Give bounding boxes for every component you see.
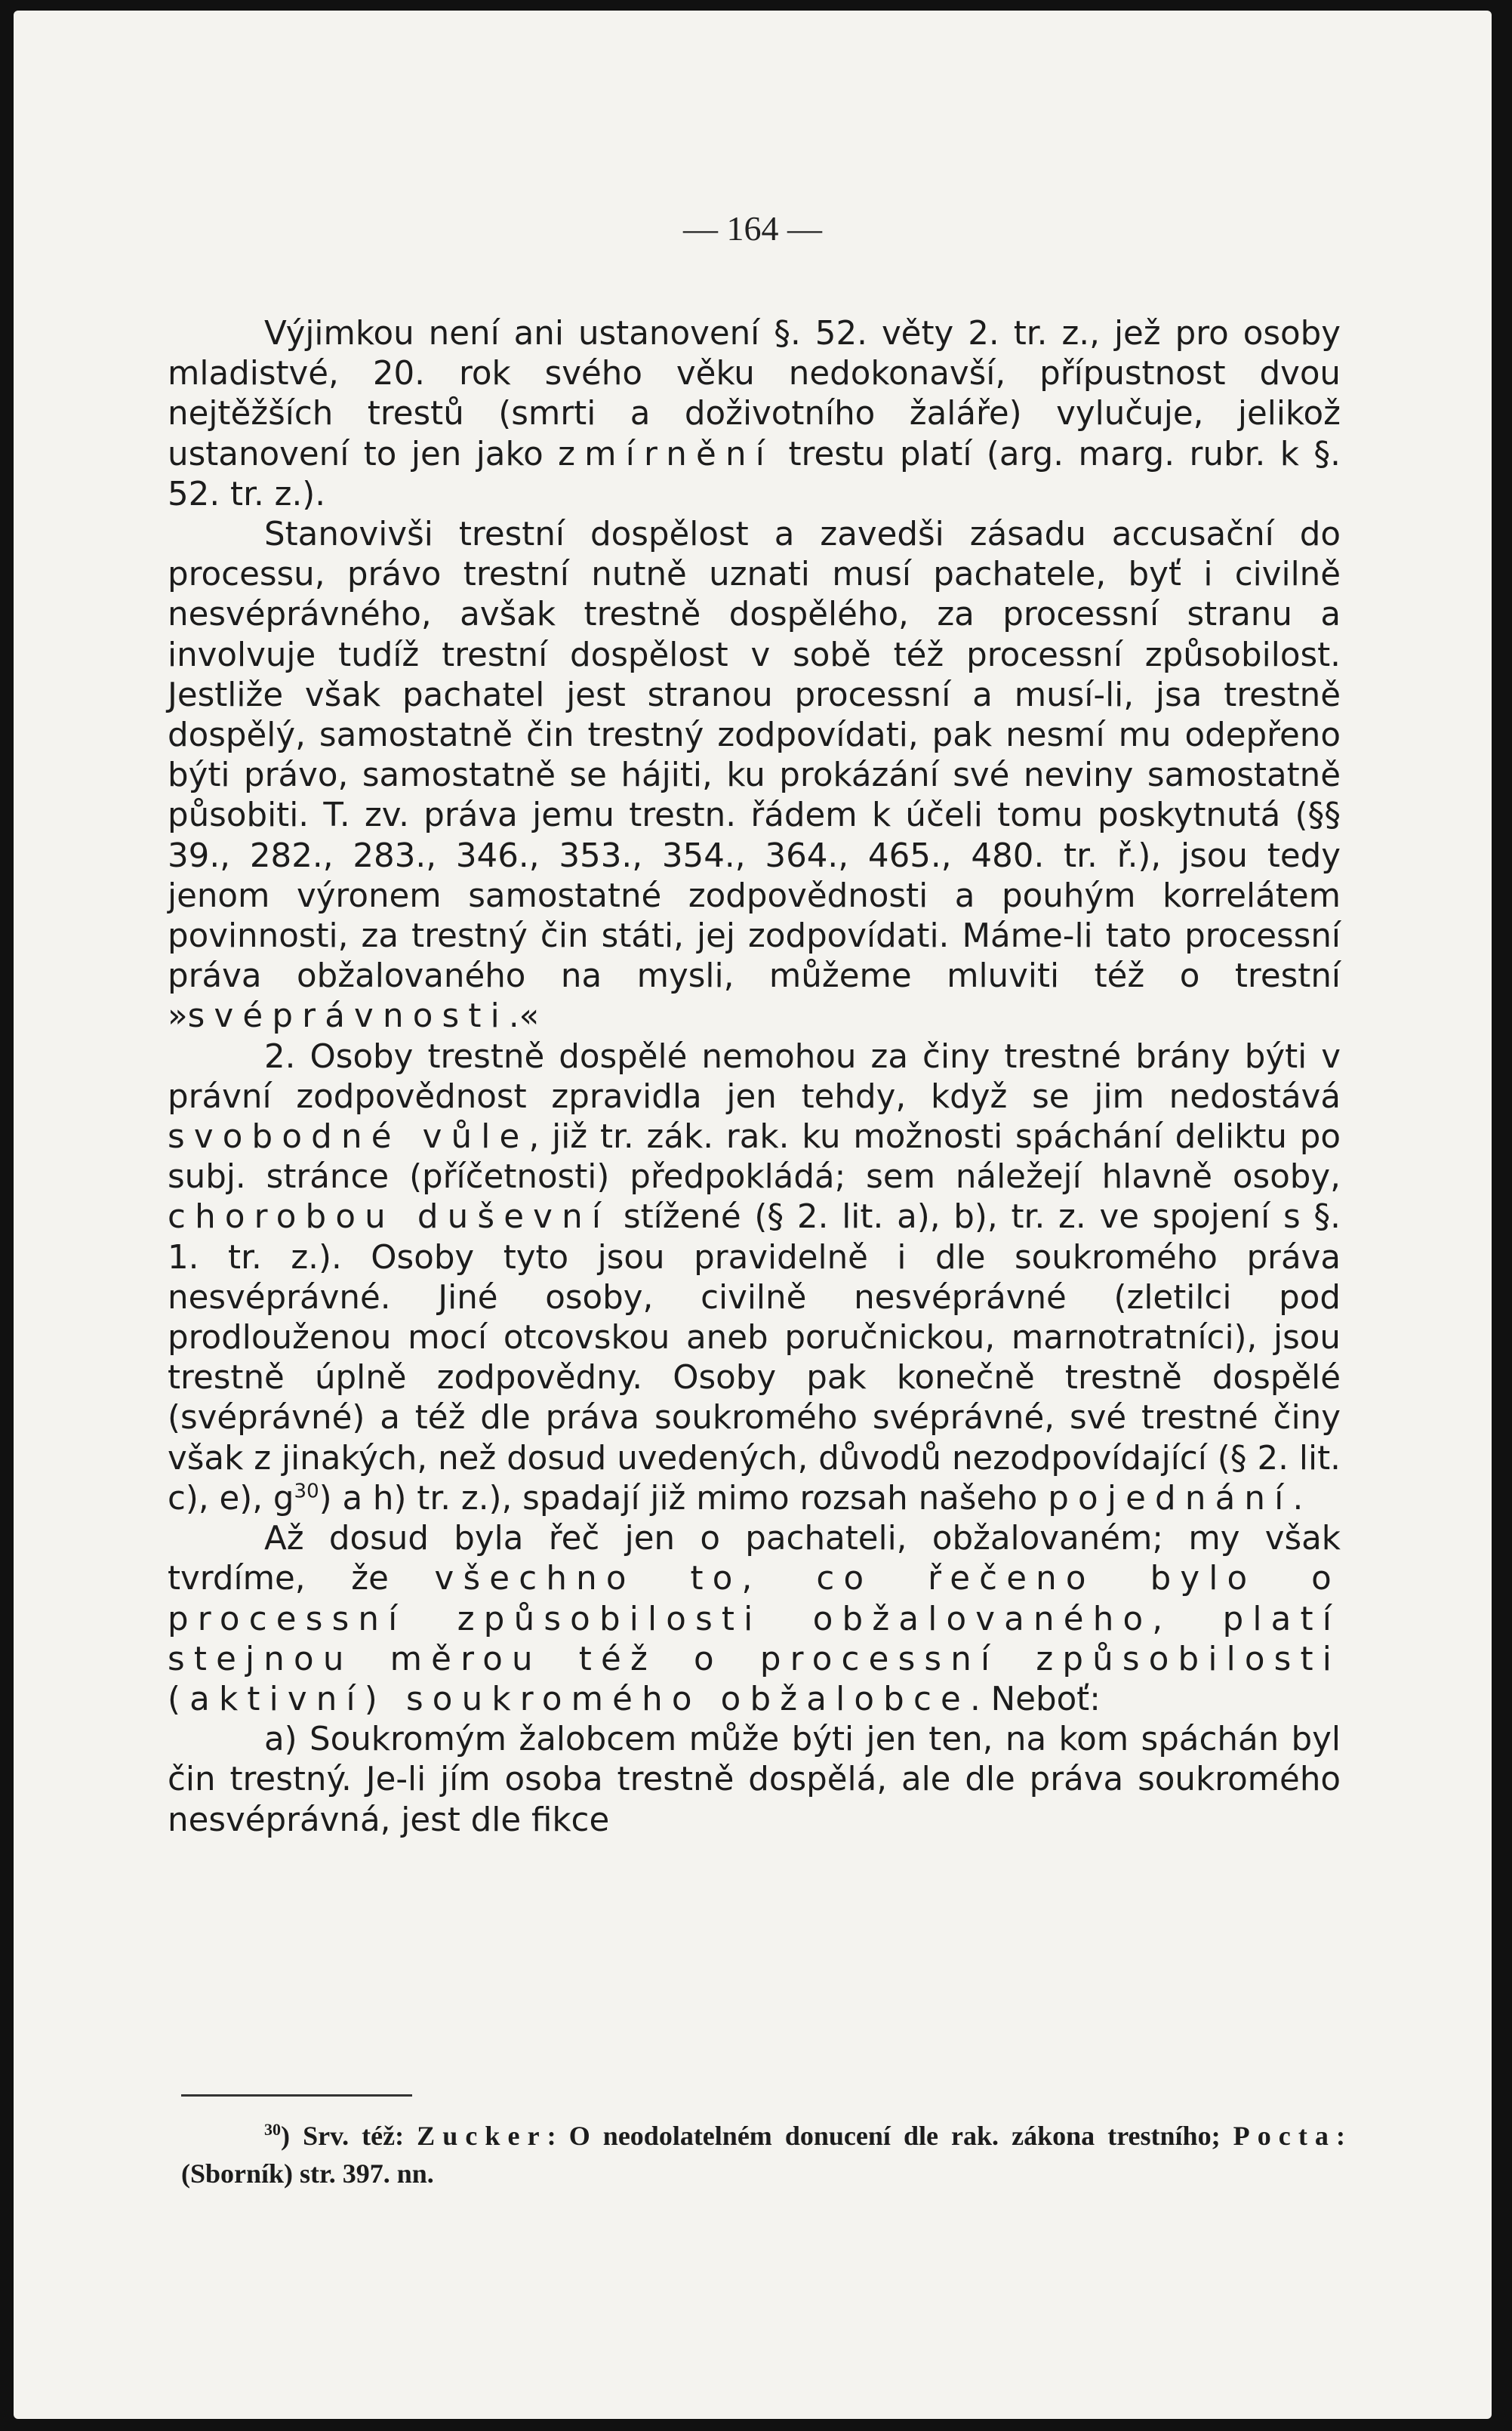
paragraph-5-text: a) Soukromým žalobcem může býti jen ten, na kom spáchán byl čin trestný. Je-li jím osoba trestně dospělá, ale dle práva soukromého nesvéprávná, jest dle fikce bbox=[168, 1721, 1341, 1839]
footnote-text: ) Srv. též: bbox=[281, 2121, 417, 2151]
main-text bbox=[168, 314, 1341, 1841]
footnote-text-2: : O neodolatelném donucení dle rak. zákona trestního; bbox=[547, 2121, 1233, 2151]
paragraph-2-text: Stanovivši trestní dospělost a zavedši zásadu accusační do processu, právo trestní nutně uznati musí pachatele, byť i civilně nesvéprávného, avšak trestně dospělého, za processní stranu a involvuje tudíž trestní dospělost v sobě též processní způsobilost. Jestliže však pachatel jest stranou processní a musí-li, jsa trestně dospělý, samostatně čin trestný zodpovídati, pak nesmí mu odepřeno býti právo, samostatně se hájiti, ku prokázání své neviny samostatně působiti. T. zv. práva jemu trestn. řádem k účeli tomu poskytnutá (§§ 39., 282., 283., 346., 353., 354., 364., 465., 480. tr. ř.), jsou tedy jenom výronem samostatné zodpovědnosti a pouhým korrelátem povinnosti, za trestný čin státi, jej zodpovídati. Máme-li tato processní práva obžalovaného na mysli, můžeme mluviti též o trestní » bbox=[168, 516, 1341, 1036]
paragraph-3-text: 2. Osoby trestně dospělé nemohou za činy trestné brány býti v právní zodpovědnost zpravidla jen tehdy, když se jim nedostává bbox=[168, 1037, 1341, 1116]
footnote-author-pocta: Pocta bbox=[1233, 2121, 1336, 2151]
paragraph-3-text-3: stížené (§ 2. lit. a), b), tr. z. ve spojení s §. 1. tr. z.). Osoby tyto jsou pravidelně i dle soukromého práva nesvéprávné. Jiné osoby, civilně nesvéprávné (zletilci pod prodlouženou mocí otcovskou aneb poručnickou, marnotratníci), jsou trestně úplně zodpovědny. Osoby pak konečně trestně dospělé (svéprávné) a též dle práva soukromého svéprávné, své trestné činy však z jinakých, než dosud uvedených, důvodů nezodpovídající (§ 2. lit. c), e), g bbox=[168, 1198, 1341, 1517]
emphasis-chorobou-dusevni: chorobou duševní bbox=[168, 1198, 611, 1237]
paragraph-2 bbox=[168, 515, 1341, 1037]
footnote bbox=[181, 2111, 1345, 2192]
emphasis-processni-zpusobilost: všechno to, co řečeno bylo o processní způsobilosti obžalovaného, platí stejnou měrou též o processní způsobilosti (aktivní) soukromého obžalobce bbox=[168, 1560, 1341, 1718]
footnote-divider bbox=[181, 2094, 412, 2097]
paragraph-2-text-end: .« bbox=[508, 997, 540, 1036]
book-page bbox=[14, 11, 1492, 2419]
paragraph-4-text: Až dosud byla řeč jen o pachateli, obžalovaném; my však tvrdíme, že bbox=[168, 1520, 1341, 1598]
paragraph-3-text-end: . bbox=[1292, 1479, 1304, 1517]
footnote-reference: 30 bbox=[294, 1480, 319, 1503]
paragraph-4-text-end: . Neboť: bbox=[970, 1680, 1101, 1718]
footnote-mark: 30 bbox=[264, 2120, 281, 2139]
emphasis-svepravnosti: svéprávnosti bbox=[187, 997, 509, 1036]
paragraph-1-text: Výjimkou není ani ustanovení §. 52. věty 2. tr. z., jež pro osoby mladistvé, 20. rok svého věku nedokonavší, přípustnost dvou nejtěžších trestů (smrti a doživotního žaláře) vylučuje, jelikož ustanovení to jen jako bbox=[168, 315, 1341, 473]
paragraph-1-text-end: trestu platí (arg. marg. rubr. k §. 52. tr. z.). bbox=[168, 435, 1341, 513]
footnote-text-3: : (Sborník) str. 397. nn. bbox=[181, 2121, 1345, 2189]
page-number: — 164 — bbox=[683, 209, 822, 248]
paragraph-3 bbox=[168, 1037, 1341, 1519]
paragraph-3-text-4: ) a h) tr. z.), spadají již mimo rozsah našeho bbox=[319, 1479, 1049, 1517]
paragraph-3-text-2: , již tr. zák. rak. ku možnosti spáchání deliktu po subj. stránce (příčetnosti) předpokládá; sem náležejí hlavně osoby, bbox=[168, 1118, 1341, 1197]
emphasis-pojednani: pojednání bbox=[1048, 1479, 1293, 1517]
emphasis-svobodne-vule: svobodné vůle bbox=[168, 1118, 529, 1157]
footnote-author-zucker: Zucker bbox=[417, 2121, 547, 2151]
paragraph-5 bbox=[168, 1720, 1341, 1841]
paragraph-1 bbox=[168, 314, 1341, 515]
paragraph-4 bbox=[168, 1519, 1341, 1720]
emphasis-zmirneni: zmírnění bbox=[558, 435, 774, 473]
